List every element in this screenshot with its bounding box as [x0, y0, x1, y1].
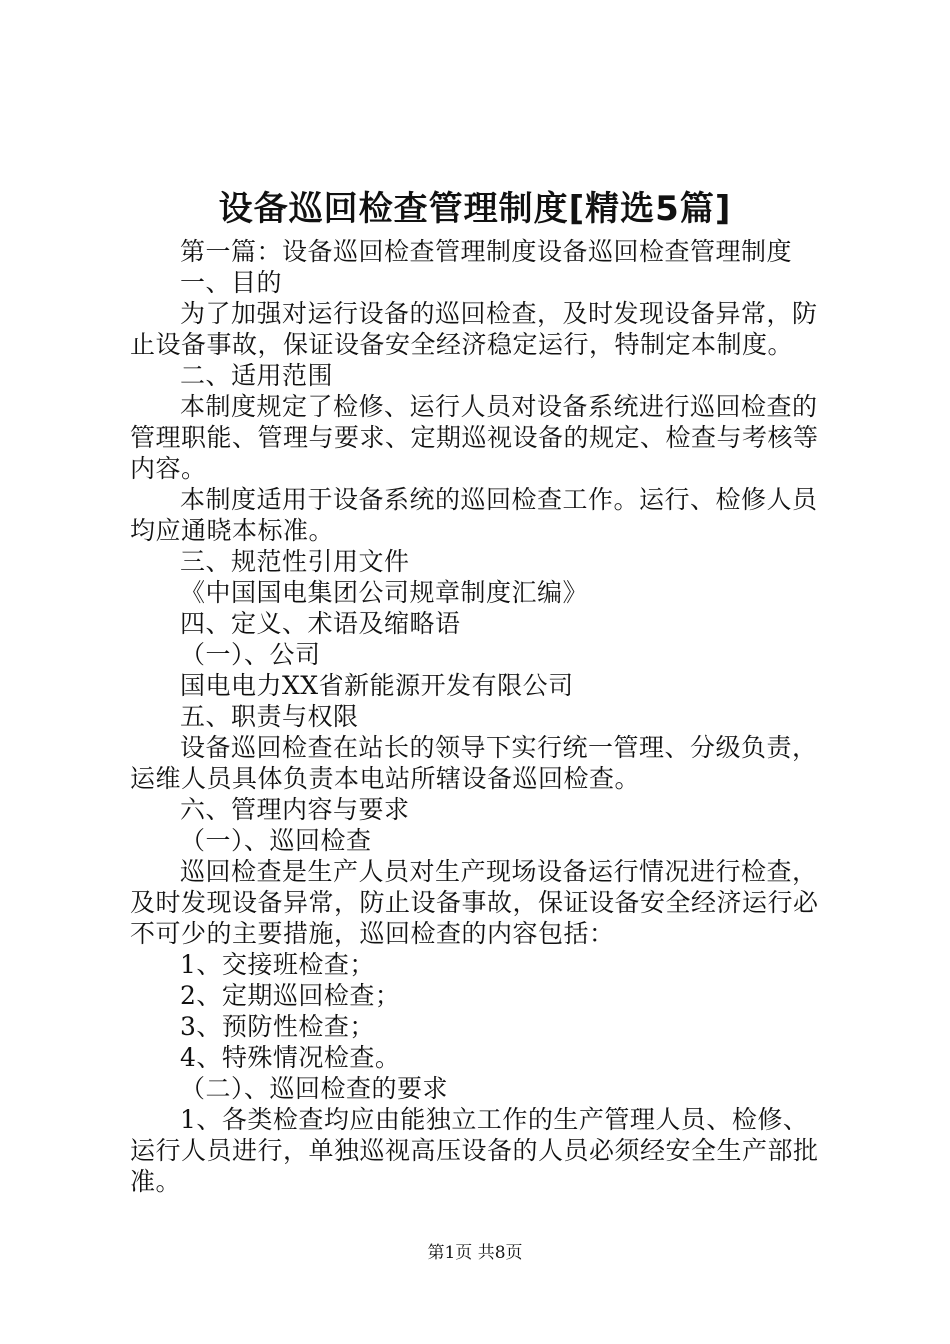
paragraph-section-heading: 五、职责与权限	[180, 702, 359, 731]
paragraph-chapter-heading: 第一篇：设备巡回检查管理制度设备巡回检查管理制度	[180, 237, 793, 266]
paragraph-section-heading: 四、定义、术语及缩略语	[180, 609, 461, 638]
paragraph: 本制度规定了检修、运行人员对设备系统进行巡回检查的管理职能、管理与要求、定期巡视设备的规定、检查与考核等内容。	[130, 392, 819, 483]
list-item: 1、交接班检查；	[180, 950, 375, 979]
paragraph: 1、各类检查均应由能独立工作的生产管理人员、检修、运行人员进行，单独巡视高压设备的人员必须经安全生产部批准。	[130, 1105, 819, 1196]
paragraph: 设备巡回检查在站长的领导下实行统一管理、分级负责，运维人员具体负责本电站所辖设备巡回检查。	[130, 733, 818, 793]
paragraph-subsection-heading: （二）、巡回检查的要求	[180, 1074, 449, 1103]
paragraph-subsection-heading: （一）、公司	[180, 640, 321, 669]
paragraph-subsection-heading: （一）、巡回检查	[180, 826, 372, 855]
page-number-footer: 第1页 共8页	[427, 1243, 523, 1263]
document-body	[130, 236, 832, 1197]
paragraph: 本制度适用于设备系统的巡回检查工作。运行、检修人员均应通晓本标准。	[130, 485, 818, 545]
paragraph-section-heading: 二、适用范围	[180, 361, 334, 390]
paragraph: 《中国国电集团公司规章制度汇编》	[180, 578, 589, 607]
paragraph: 国电电力XX省新能源开发有限公司	[180, 671, 574, 700]
document-title: 设备巡回检查管理制度[精选5篇]	[218, 189, 732, 229]
list-item: 3、预防性检查；	[180, 1012, 375, 1041]
paragraph: 为了加强对运行设备的巡回检查，及时发现设备异常，防止设备事故，保证设备安全经济稳定运行，特制定本制度。	[130, 299, 818, 359]
paragraph-section-heading: 一、目的	[180, 268, 283, 297]
paragraph-section-heading: 六、管理内容与要求	[180, 795, 410, 824]
list-item: 4、特殊情况检查。	[180, 1043, 401, 1072]
paragraph: 巡回检查是生产人员对生产现场设备运行情况进行检查，及时发现设备异常，防止设备事故，保证设备安全经济运行必不可少的主要措施，巡回检查的内容包括：	[130, 857, 819, 948]
paragraph-section-heading: 三、规范性引用文件	[180, 547, 410, 576]
list-item: 2、定期巡回检查；	[180, 981, 401, 1010]
